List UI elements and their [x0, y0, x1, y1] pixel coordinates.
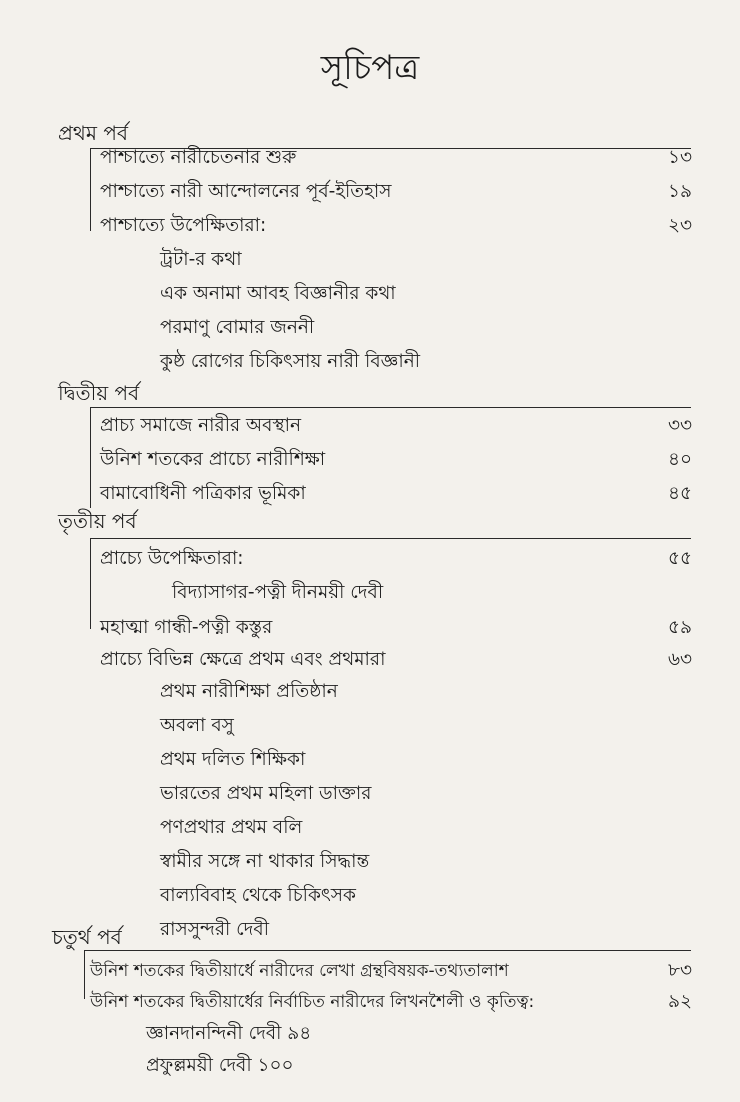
toc-page-number: ৬৩: [667, 649, 692, 670]
table-of-contents-page: সূচিপত্র প্রথম পর্ব পাশ্চাত্যে নারীচেতনার শুরু ১৩ পাশ্চাত্যে নারী আন্দোলনের পূর্ব-ইতিহাস ১৯ পাশ্চাত্যে উপেক্ষিতারা: ২৩ ট্রটা-র কথা এক অনামা আবহ বিজ্ঞানীর কথা পরমাণু বোমার জননী কুষ্ঠ রোগের চিকিৎসায় নারী বিজ্ঞানী দ্বিতীয় পর্ব প্রাচ্য সমাজে নারীর অবস্থান ৩৩ উনিশ শতকের প্রাচ্যে নারীশিক্ষা ৪০ বামাবোধিনী পত্রিকার ভূমিকা ৪৫ তৃতীয় পর্ব প্রাচ্যে উপেক্ষিতারা: ৫৫ বিদ্যাসাগর-পত্নী দীনময়ী দেবী মহাত্মা গান্ধী-পত্নী কস্তুর ৫৯ প্রাচ্যে বিভিন্ন ক্ষেত্রে প্রথম এবং প্রথমারা ৬৩ প্রথম নারীশিক্ষা প্রতিষ্ঠান অবলা বসু প্রথম দলিত শিক্ষিকা ভারতের প্রথম মহিলা ডাক্তার পণপ্রথার প্রথম বলি স্বামীর সঙ্গে না থাকার সিদ্ধান্ত বাল্যবিবাহ থেকে চিকিৎসক রাসসুন্দরী দেবী চতুর্থ পর্ব উনিশ শতকের দ্বিতীয়ার্ধে নারীদের লেখা গ্রন্থবিষয়ক-তথ্যতালাশ ৮৩ উনিশ শতকের দ্বিতীয়ার্ধের নির্বাচিত নারীদের লিখনশৈলী ও কৃতিত্ব: ৯২ জ্ঞানদানন্দিনী দেবী ৯৪ প্রফুল্লময়ী দেবী ১০০: [0, 0, 740, 1102]
toc-subentry: পরমাণু বোমার জননী: [160, 317, 315, 338]
toc-subentry: বাল্যবিবাহ থেকে চিকিৎসক: [160, 885, 356, 906]
toc-subentry: কুষ্ঠ রোগের চিকিৎসায় নারী বিজ্ঞানী: [160, 351, 421, 372]
toc-page-number: ৫৯: [667, 617, 692, 638]
toc-page-number: ৯২: [667, 991, 692, 1012]
toc-page-number: ৩৩: [667, 415, 692, 436]
toc-page-number: ১৯: [667, 181, 692, 202]
part-heading-2: দ্বিতীয় পর্ব: [58, 381, 140, 405]
toc-page-number: ১৩: [667, 147, 692, 168]
toc-subentry: ভারতের প্রথম মহিলা ডাক্তার: [160, 783, 372, 804]
toc-subentry: প্রথম দলিত শিক্ষিকা: [160, 749, 306, 770]
part-heading-4: চতুর্থ পর্ব: [52, 925, 122, 949]
toc-page-number: ৪৫: [667, 483, 692, 504]
toc-page-number: ৮৩: [667, 960, 692, 981]
toc-subentry: স্বামীর সঙ্গে না থাকার সিদ্ধান্ত: [160, 851, 370, 872]
part-heading-1: প্রথম পর্ব: [58, 121, 129, 145]
toc-subentry: প্রফুল্লময়ী দেবী ১০০: [146, 1055, 294, 1076]
toc-subentry: এক অনামা আবহ বিজ্ঞানীর কথা: [160, 283, 396, 304]
toc-subentry: ট্রটা-র কথা: [160, 249, 242, 270]
page-title: সূচিপত্র: [320, 48, 420, 88]
toc-page-number: ২৩: [667, 215, 692, 236]
toc-subentry: অবলা বসু: [160, 715, 234, 736]
toc-subentry: পণপ্রথার প্রথম বলি: [160, 817, 303, 838]
toc-subentry: প্রথম নারীশিক্ষা প্রতিষ্ঠান: [160, 681, 338, 702]
toc-page-number: ৫৫: [667, 548, 692, 569]
toc-subentry: রাসসুন্দরী দেবী: [160, 919, 269, 940]
toc-subentry: জ্ঞানদানন্দিনী দেবী ৯৪: [146, 1023, 312, 1044]
part-heading-3: তৃতীয় পর্ব: [58, 509, 137, 533]
toc-page-number: ৪০: [667, 449, 692, 470]
